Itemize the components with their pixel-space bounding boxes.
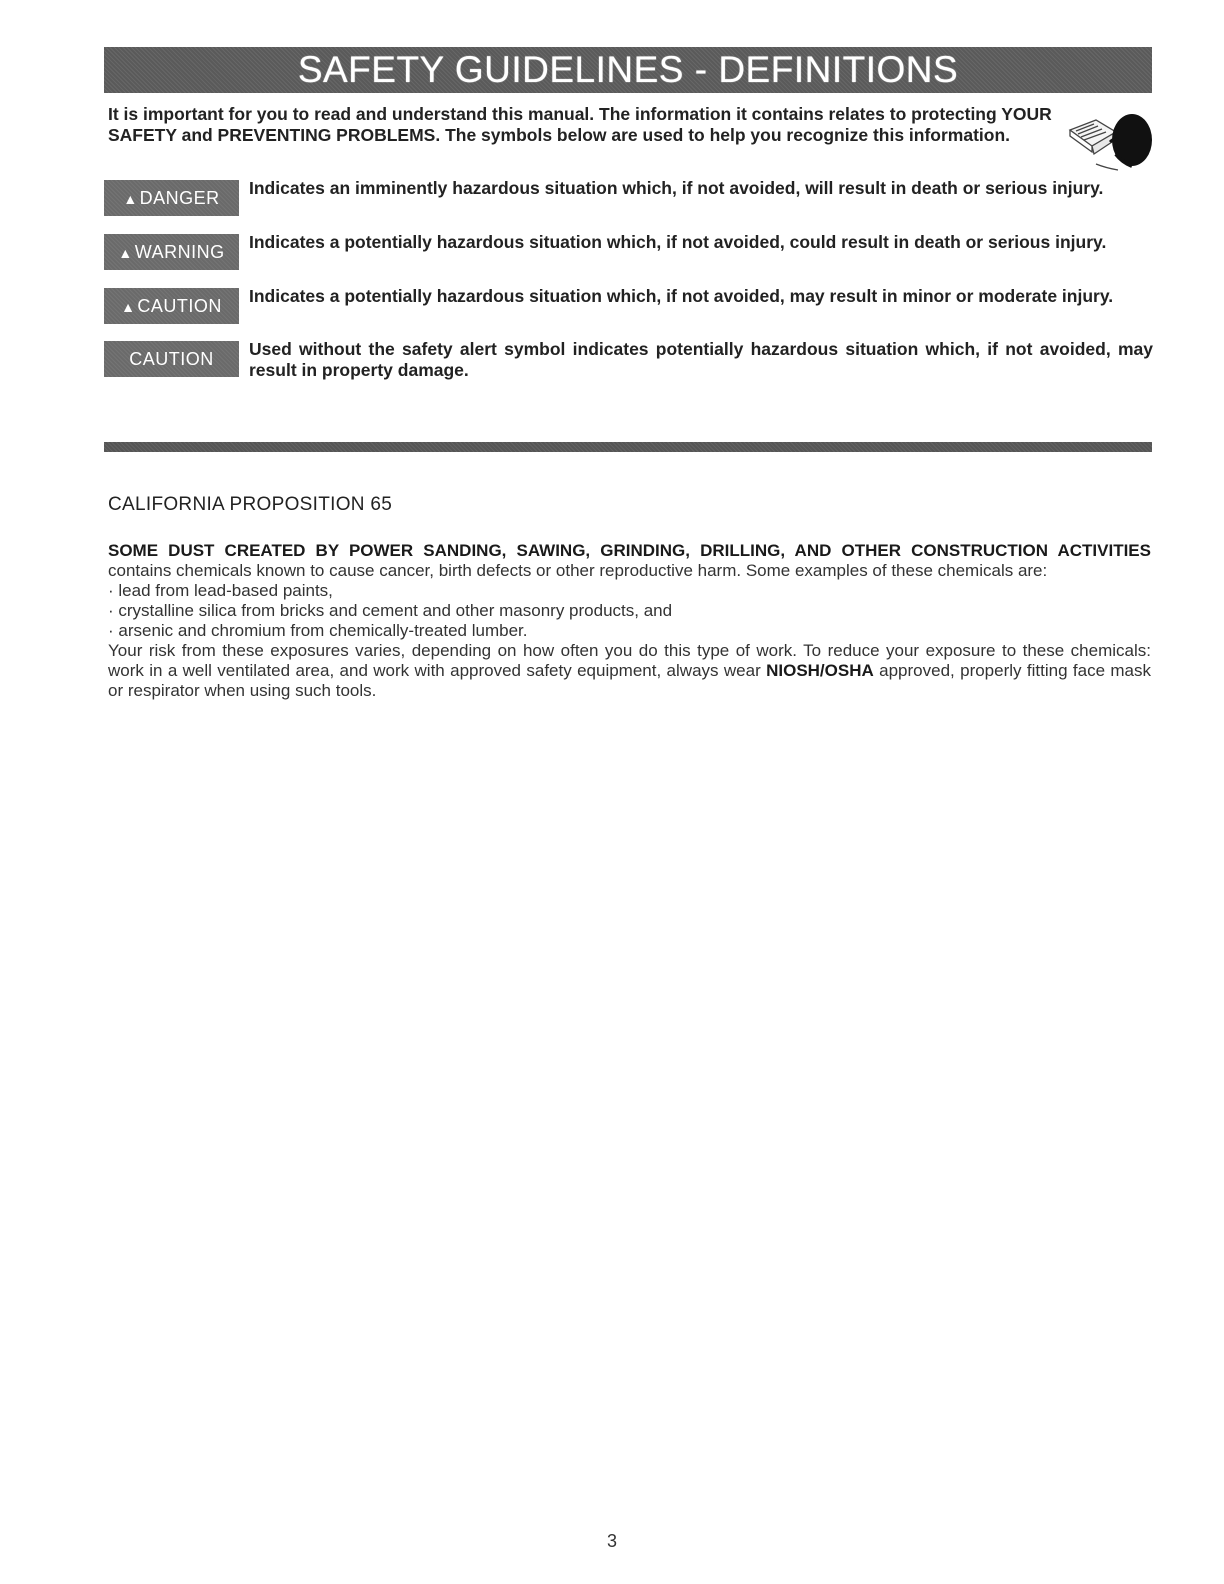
page-title: SAFETY GUIDELINES - DEFINITIONS <box>297 49 959 90</box>
proposition-body <box>108 541 1151 701</box>
definition-text: Indicates a potentially hazardous situation which, if not avoided, may result in minor or moderate injury. <box>249 286 1114 306</box>
definition-text: Indicates a potentially hazardous situation which, if not avoided, could result in death or serious injury. <box>249 232 1107 252</box>
definition-warning <box>104 232 1154 280</box>
signal-word: DANGER <box>139 187 220 208</box>
page-number: 3 <box>606 1531 617 1551</box>
manual-reader-icon <box>1066 110 1154 174</box>
alert-triangle-icon: ▲ <box>123 191 138 207</box>
alert-triangle-icon: ▲ <box>118 245 133 261</box>
definition-caution <box>104 339 1154 387</box>
intro-text: It is important for you to read and understand this manual. The information it contains relates to protecting YOUR SAFETY and PREVENTING PROBLEMS. The symbols below are used to help you recognize this information. <box>108 104 1052 145</box>
signal-word: CAUTION <box>129 348 214 369</box>
warning-signal-label <box>104 234 239 270</box>
proposition-heading: CALIFORNIA PROPOSITION 65 <box>108 494 393 515</box>
proposition-lead-rest: contains chemicals known to cause cancer, birth defects or other reproductive harm. Some examples of these chemicals are: <box>108 561 1048 580</box>
alert-triangle-icon: ▲ <box>121 299 136 315</box>
proposition-closing-bold: NIOSH/OSHA <box>766 661 874 680</box>
signal-word: CAUTION <box>137 295 222 316</box>
caution-alert-signal-label <box>104 288 239 324</box>
proposition-closing-text: Your risk from these exposures varies, depending on how often you do this type of work. To reduce your exposure to these chemicals: work in a well ventilated area, and work with approved safety equipment, always wear <box>108 641 1151 680</box>
signal-word: WARNING <box>134 241 225 262</box>
proposition-lead-bold: SOME DUST CREATED BY POWER SANDING, SAWING, GRINDING, DRILLING, AND OTHER CONSTRUCTION ACTIVITIES <box>108 541 1151 560</box>
intro-paragraph <box>108 104 1068 146</box>
danger-signal-label <box>104 180 239 216</box>
definition-caution-alert <box>104 286 1154 334</box>
definition-danger <box>104 178 1154 226</box>
definition-text: Used without the safety alert symbol indicates potentially hazardous situation which, if not avoided, may result in property damage. <box>249 339 1153 380</box>
list-item: · arsenic and chromium from chemically-treated lumber. <box>108 621 528 640</box>
definition-text: Indicates an imminently hazardous situation which, if not avoided, will result in death or serious injury. <box>249 178 1104 198</box>
list-item: · lead from lead-based paints, <box>108 581 333 600</box>
caution-signal-label <box>104 341 239 377</box>
proposition-lead-paragraph <box>108 541 1151 581</box>
section-banner <box>104 47 1152 93</box>
section-divider <box>104 442 1152 452</box>
proposition-closing-end: approved, properly fitting face mask or respirator when using such tools. <box>108 661 1151 700</box>
list-item: · crystalline silica from bricks and cement and other masonry products, and <box>108 601 673 620</box>
proposition-closing-paragraph <box>108 641 1151 701</box>
